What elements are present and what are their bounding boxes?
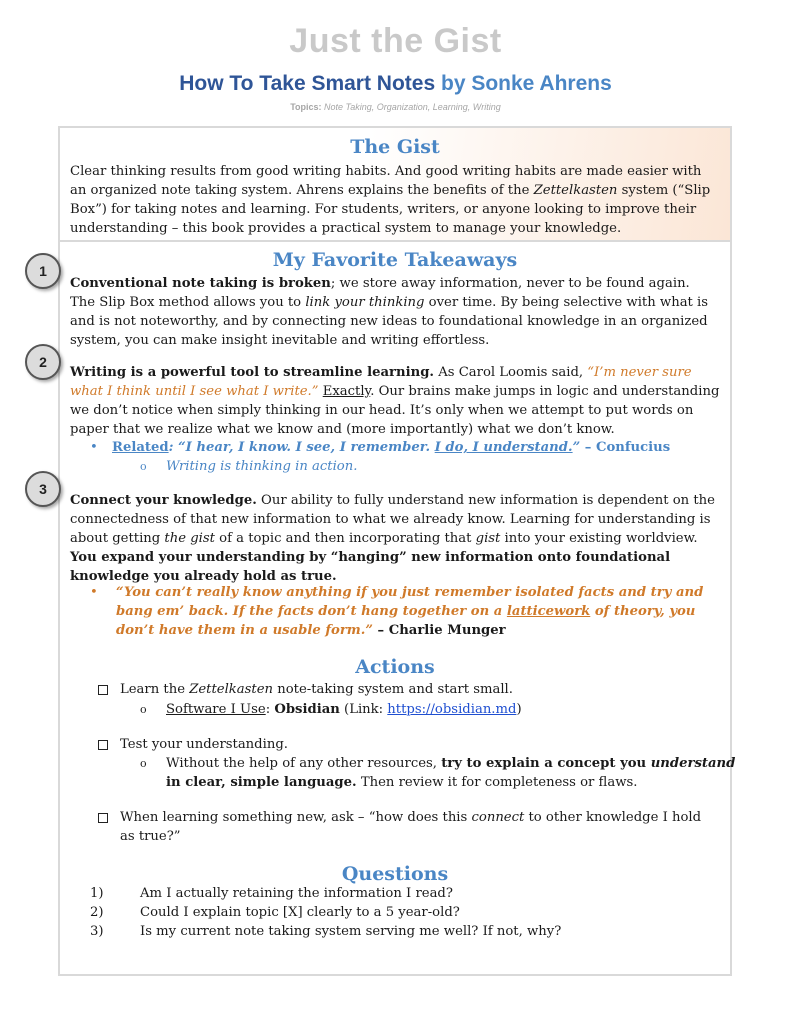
- takeaway-2-number-badge: 2: [25, 344, 61, 380]
- action-3: When learning something new, ask – “how does this connect to other knowledge I hold as true?”: [120, 810, 702, 844]
- related-sub-bullet: o Writing is thinking in action.: [140, 459, 358, 474]
- bullet-dot: •: [90, 585, 98, 600]
- question-2-number: 2): [90, 905, 104, 920]
- action-1: Learn the Zettelkasten note-taking system and start small.: [120, 682, 513, 697]
- takeaways-heading: My Favorite Takeaways: [272, 249, 518, 271]
- topics-list: Note Taking, Organization, Learning, Writing: [324, 102, 501, 112]
- actions-heading: Actions: [355, 656, 435, 678]
- sub-bullet-o: o: [140, 757, 147, 770]
- question-1: Am I actually retaining the information I read?: [140, 886, 453, 901]
- takeaway-1: Conventional note taking is broken; we store away information, never to be found again. The Slip Box method allows you to link your thinking over time. By being selective with what is and is not noteworthy, and by connecting new ideas to foundational knowledge in an organized system, you can make insight inevitable and writing effortless.: [70, 276, 709, 348]
- summary-card: [58, 126, 736, 976]
- action-1-checkbox[interactable]: [98, 685, 108, 695]
- obsidian-link[interactable]: https://obsidian.md: [387, 702, 517, 717]
- action-2: Test your understanding.: [120, 737, 288, 752]
- question-1-number: 1): [90, 886, 104, 901]
- takeaway-2: Writing is a powerful tool to streamline learning. As Carol Loomis said, “I’m never sure what I think until I see what I write.” Exactly. Our brains make jumps in logic and understanding we don’t notice when simply thinking in our head. It’s only when we attempt to put words on paper that we realize what we know and (more importantly) what we don’t know.: [70, 365, 720, 437]
- page-title: Just the Gist: [289, 22, 502, 60]
- action-2-checkbox[interactable]: [98, 740, 108, 750]
- book-title-heading: [0, 72, 791, 96]
- sub-bullet-o: o: [140, 703, 147, 716]
- question-2: Could I explain topic [X] clearly to a 5 year-old?: [140, 905, 460, 920]
- topics-line: [0, 102, 791, 112]
- action-3-checkbox[interactable]: [98, 813, 108, 823]
- question-3-number: 3): [90, 924, 104, 939]
- book-title: How To Take Smart Notes: [179, 72, 436, 95]
- takeaway-1-number-badge: 1: [25, 253, 61, 289]
- topics-label: Topics:: [290, 102, 322, 112]
- sub-bullet-o: o: [140, 460, 147, 473]
- gist-heading: The Gist: [350, 136, 440, 158]
- gist-text: Clear thinking results from good writing habits. And good writing habits are made easier with an organized note taking system. Ahrens explains the benefits of the Zettelkasten system (“Slip Box”) for taking notes and learning. For students, writers, or anyone looking to improve their understanding – this book provides a practical system to manage your knowledge.: [70, 164, 711, 236]
- munger-bullet: • “You can’t really know anything if you just remember isolated facts and try and bang em’ back. If the facts don’t hang together on a latticework of theory, you don’t have them in a usable form.” – Charlie Munger: [90, 585, 704, 638]
- book-author: by Sonke Ahrens: [441, 72, 612, 95]
- related-bullet: • Related: “I hear, I know. I see, I remember. I do, I understand.” – Confucius: [90, 440, 671, 455]
- action-2-sub: o Without the help of any other resources, try to explain a concept you understand in clear, simple language. Then review it for completeness or flaws.: [140, 756, 736, 790]
- action-1-sub: o Software I Use: Obsidian (Link: https://obsidian.md): [140, 702, 522, 717]
- takeaway-3-number-badge: 3: [25, 471, 61, 507]
- takeaway-3: Connect your knowledge. Our ability to fully understand new information is dependent on the connectedness of that new information to what we already know. Learning for understanding is about getting the gist of a topic and then incorporating that gist into your existing worldview. You expand your understanding by “hanging” new information onto foundational knowledge you already hold as true.: [70, 493, 715, 584]
- question-3: Is my current note taking system serving me well? If not, why?: [140, 924, 562, 939]
- gist-section: [60, 128, 730, 242]
- bullet-dot: •: [90, 440, 98, 455]
- questions-heading: Questions: [341, 863, 449, 885]
